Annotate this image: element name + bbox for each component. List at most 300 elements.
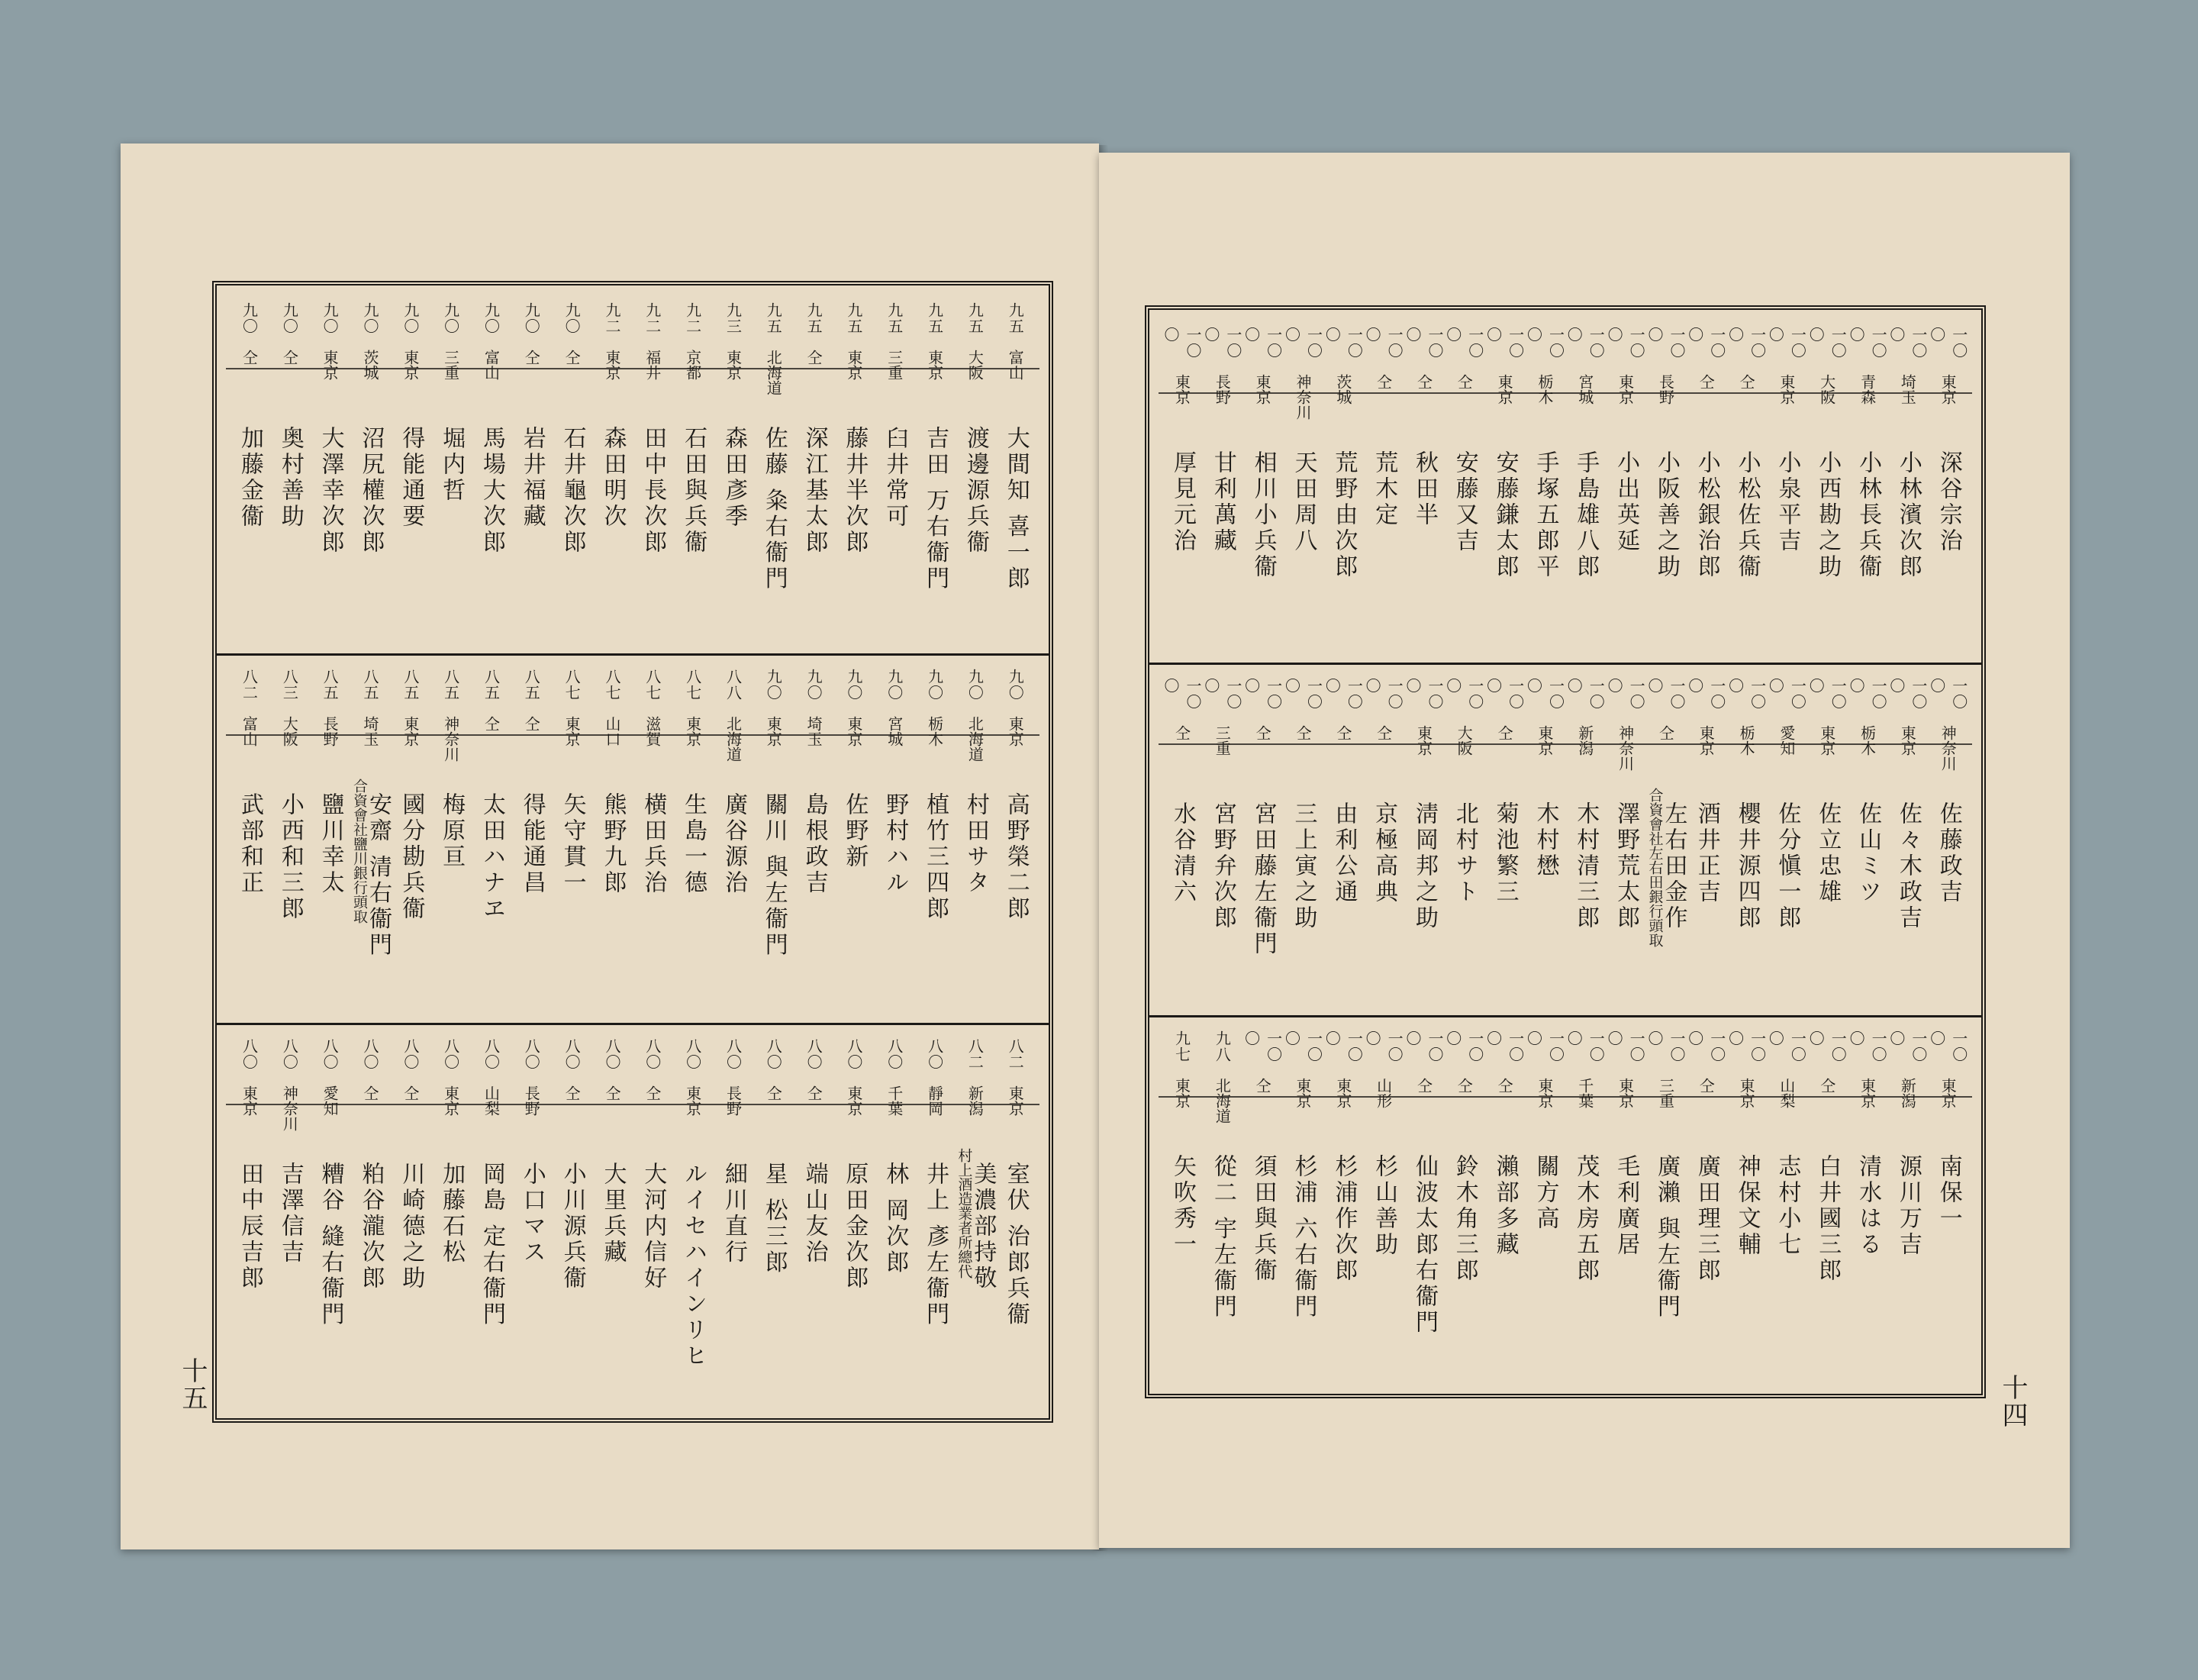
amount-label: 八〇 <box>643 1038 662 1070</box>
list-item <box>997 663 1035 1014</box>
person-name: 佐野新 <box>841 792 869 870</box>
list-item <box>1445 672 1484 1008</box>
person-name: 野村ハル <box>881 792 909 896</box>
list-item <box>1201 321 1242 656</box>
amount-label: 八七 <box>562 669 582 701</box>
prefecture-label: 北海道 <box>724 716 743 762</box>
prefecture-label: 仝 <box>522 350 541 365</box>
prefecture-label: 三重 <box>885 350 904 380</box>
prefecture-label: 福井 <box>643 350 662 380</box>
amount-label: 八〇 <box>925 1038 944 1070</box>
person-name: 甘利萬藏 <box>1209 450 1236 554</box>
person-name: 小川源兵衞 <box>559 1162 586 1291</box>
prefecture-label: 山梨 <box>482 1085 501 1116</box>
list-item <box>230 663 269 1014</box>
amount-label: 一〇〇 <box>1645 1030 1686 1062</box>
amount-label: 九〇 <box>804 669 823 701</box>
list-item <box>835 296 873 647</box>
list-item <box>1929 672 1968 1008</box>
person-name: 林 岡次郎 <box>881 1162 909 1276</box>
amount-label: 九七 <box>1172 1030 1191 1062</box>
person-name: 星 松三郎 <box>760 1162 788 1276</box>
prefecture-label: 長野 <box>522 1085 541 1116</box>
prefecture-label: 神奈川 <box>1616 725 1635 771</box>
person-name: 杉浦 六右衞門 <box>1290 1154 1317 1320</box>
prefecture-label: 埼玉 <box>1898 374 1917 405</box>
amount-label: 一〇〇 <box>1847 678 1888 710</box>
person-name: 京極高典 <box>1371 801 1398 905</box>
list-item <box>392 663 430 1014</box>
prefecture-label: 東京 <box>764 716 783 746</box>
person-name: 手塚五郎平 <box>1532 450 1559 580</box>
list-item <box>755 663 793 1014</box>
prefecture-label: 新潟 <box>1898 1078 1917 1108</box>
person-name: 清水はる <box>1855 1154 1882 1258</box>
affiliation-note: 合資會社鹽川銀行頭取 <box>350 779 368 924</box>
amount-label: 一〇〇 <box>1565 327 1606 359</box>
prefecture-label: 東京 <box>844 1085 863 1116</box>
amount-label: 一〇〇 <box>1605 1030 1646 1062</box>
list-item <box>1728 321 1766 656</box>
list-item <box>1889 321 1927 656</box>
amount-label: 一〇〇 <box>1162 327 1202 359</box>
prefecture-label: 仝 <box>280 350 299 365</box>
prefecture-label: 北海道 <box>764 350 783 395</box>
list-item <box>1808 1024 1846 1383</box>
person-name: 深江基太郎 <box>801 426 828 556</box>
list-item <box>1768 672 1806 1008</box>
list-item <box>795 663 833 1014</box>
prefecture-label: 東京 <box>844 350 863 380</box>
person-name: 小泉平吉 <box>1774 450 1801 554</box>
person-name: 小口マス <box>518 1162 546 1266</box>
amount-label: 八〇 <box>764 1038 783 1070</box>
person-name: 小西勘之助 <box>1814 450 1842 580</box>
list-item <box>633 296 672 647</box>
amount-label: 八五 <box>401 669 420 701</box>
amount-label: 一〇〇 <box>1323 678 1364 710</box>
list-item <box>674 1032 712 1406</box>
list-item <box>271 1032 309 1406</box>
list-item <box>593 1032 631 1406</box>
person-name: 武部和正 <box>237 792 263 896</box>
list-item <box>875 1032 914 1406</box>
list-item <box>916 1032 954 1406</box>
person-name: 澤野荒太郎 <box>1613 801 1640 931</box>
person-name: 佐々木政吉 <box>1894 801 1922 931</box>
amount-label: 八二 <box>965 1038 985 1070</box>
prefecture-label: 仝 <box>240 350 259 365</box>
amount-label: 一〇〇 <box>1524 678 1565 710</box>
prefecture-label: 仝 <box>1495 725 1514 740</box>
prefecture-label: 仝 <box>1656 725 1675 740</box>
prefecture-label: 東京 <box>441 1085 460 1116</box>
list-item <box>472 296 511 647</box>
amount-label: 一〇〇 <box>1323 327 1364 359</box>
person-name: ルイセハインリヒ <box>680 1162 707 1369</box>
prefecture-label: 仝 <box>1697 374 1716 389</box>
prefecture-label: 東京 <box>1939 374 1958 405</box>
list-item <box>1324 672 1362 1008</box>
person-name: 安藤鎌太郎 <box>1491 450 1519 580</box>
left-section-3 <box>226 1032 1039 1406</box>
amount-label: 一〇〇 <box>1403 678 1444 710</box>
amount-label: 九二 <box>602 302 621 334</box>
prefecture-label: 東京 <box>1333 1078 1352 1108</box>
amount-label: 八〇 <box>441 1038 460 1070</box>
amount-label: 一〇〇 <box>1201 678 1242 710</box>
amount-label: 八〇 <box>280 1038 299 1070</box>
prefecture-label: 神奈川 <box>1293 374 1312 420</box>
amount-label: 一〇〇 <box>1524 1030 1565 1062</box>
amount-label: 一〇〇 <box>1645 327 1686 359</box>
person-name: 小松佐兵衞 <box>1733 450 1761 580</box>
person-name: 奥村善助 <box>276 426 304 530</box>
amount-label: 八五 <box>441 669 460 701</box>
list-item <box>1244 1024 1282 1383</box>
prefecture-label: 茨城 <box>1333 374 1352 405</box>
prefecture-label: 山梨 <box>1777 1078 1796 1108</box>
amount-label: 八五 <box>321 669 340 701</box>
amount-label: 一〇〇 <box>1443 1030 1484 1062</box>
prefecture-label: 青森 <box>1858 374 1877 405</box>
prefecture-label: 愛知 <box>321 1085 340 1116</box>
prefecture-label: 東京 <box>1006 716 1025 746</box>
prefecture-label: 大阪 <box>1455 725 1474 756</box>
person-name: 茂木房五郎 <box>1572 1154 1600 1284</box>
person-name: 矢守貫一 <box>559 792 586 896</box>
prefecture-label: 東京 <box>401 716 420 746</box>
amount-label: 八〇 <box>401 1038 420 1070</box>
person-name: 從二 宇左衞門 <box>1209 1154 1236 1320</box>
amount-label: 一〇〇 <box>1726 678 1767 710</box>
list-item <box>1929 321 1968 656</box>
list-item <box>1687 672 1726 1008</box>
entry-columns <box>226 663 1039 1014</box>
amount-label: 一〇〇 <box>1524 327 1565 359</box>
prefecture-label: 仝 <box>602 1085 621 1101</box>
amount-label: 八五 <box>360 669 379 701</box>
list-item <box>1486 321 1524 656</box>
prefecture-label: 京都 <box>683 350 702 380</box>
amount-label: 九五 <box>965 302 985 334</box>
amount-label: 八七 <box>602 669 621 701</box>
list-item <box>513 663 551 1014</box>
prefecture-label: 茨城 <box>360 350 379 380</box>
prefecture-label: 埼玉 <box>804 716 823 746</box>
amount-label: 九〇 <box>441 302 460 334</box>
amount-label: 八〇 <box>240 1038 259 1070</box>
person-name: 杉浦作次郎 <box>1330 1154 1358 1284</box>
list-item <box>1566 672 1604 1008</box>
list-item <box>997 1032 1035 1406</box>
person-name: 森田明次 <box>599 426 627 530</box>
amount-label: 一〇〇 <box>1847 327 1888 359</box>
person-name: 吉澤信吉 <box>276 1162 304 1266</box>
prefecture-label: 山形 <box>1374 1078 1393 1108</box>
prefecture-label: 東京 <box>1616 374 1635 405</box>
prefecture-label: 富山 <box>482 350 501 380</box>
list-item <box>472 1032 511 1406</box>
list-item <box>795 296 833 647</box>
prefecture-label: 新潟 <box>965 1085 985 1116</box>
amount-label: 一〇〇 <box>1242 678 1283 710</box>
list-item <box>311 663 350 1014</box>
person-name: 加藤石松 <box>438 1162 466 1266</box>
prefecture-label: 神奈川 <box>280 1085 299 1131</box>
list-item <box>997 296 1035 647</box>
person-name: 北村サト <box>1451 801 1478 905</box>
prefecture-label: 仝 <box>1414 1078 1433 1093</box>
person-name: 美濃部持敬 <box>969 1162 997 1291</box>
amount-label: 九五 <box>925 302 944 334</box>
prefecture-label: 仝 <box>1374 374 1393 389</box>
prefecture-label: 仝 <box>482 716 501 731</box>
list-item <box>1808 672 1846 1008</box>
amount-label: 一〇〇 <box>1887 1030 1928 1062</box>
list-item <box>714 663 753 1014</box>
amount-label: 八〇 <box>522 1038 541 1070</box>
prefecture-label: 東京 <box>1535 1078 1554 1108</box>
amount-label: 一〇〇 <box>1605 678 1646 710</box>
list-item <box>1647 1024 1685 1383</box>
list-item <box>714 1032 753 1406</box>
prefecture-label: 栃木 <box>1737 725 1756 756</box>
right-page <box>1099 153 2070 1548</box>
list-item <box>714 296 753 647</box>
list-item <box>1929 1024 1968 1383</box>
prefecture-label: 仝 <box>522 716 541 731</box>
amount-label: 一〇〇 <box>1484 327 1525 359</box>
person-name: 小出英延 <box>1613 450 1640 554</box>
prefecture-label: 富山 <box>240 716 259 746</box>
list-item <box>311 296 350 647</box>
amount-label: 一〇〇 <box>1927 327 1968 359</box>
amount-label: 一〇〇 <box>1806 1030 1848 1062</box>
list-item <box>1163 672 1201 1008</box>
person-name: 厚見元治 <box>1169 450 1196 554</box>
person-name: 秋田半 <box>1410 450 1438 528</box>
list-item <box>1445 1024 1484 1383</box>
list-item <box>1768 321 1806 656</box>
prefecture-label: 神奈川 <box>441 716 460 762</box>
amount-label: 一〇〇 <box>1282 1030 1323 1062</box>
amount-label: 一〇〇 <box>1887 327 1928 359</box>
list-item <box>1244 321 1282 656</box>
prefecture-label: 東京 <box>1495 374 1514 405</box>
list-item <box>230 296 269 647</box>
person-name: 佐藤政吉 <box>1935 801 1962 905</box>
person-name: 白井國三郎 <box>1814 1154 1842 1284</box>
amount-label: 一〇〇 <box>1565 1030 1606 1062</box>
person-name: 菊池繁三 <box>1491 801 1519 905</box>
list-item <box>513 1032 551 1406</box>
list-item <box>916 296 954 647</box>
amount-label: 八二 <box>1006 1038 1025 1070</box>
prefecture-label: 三重 <box>1656 1078 1675 1108</box>
person-name: 鈴木角三郎 <box>1451 1154 1478 1284</box>
prefecture-label: 東京 <box>1006 1085 1025 1116</box>
prefecture-label: 靜岡 <box>925 1085 944 1116</box>
list-item <box>1647 321 1685 656</box>
person-name: 藤井半次郎 <box>841 426 869 556</box>
person-name: 小林濱次郎 <box>1894 450 1922 580</box>
amount-label: 八二 <box>240 669 259 701</box>
person-name: 宮田藤左衞門 <box>1249 801 1277 957</box>
amount-label: 九〇 <box>1006 669 1025 701</box>
amount-label: 九〇 <box>522 302 541 334</box>
amount-label: 一〇〇 <box>1242 327 1283 359</box>
prefecture-label: 宮城 <box>885 716 904 746</box>
person-name: 淸岡邦之助 <box>1410 801 1438 931</box>
person-name: 佐山ミツ <box>1855 801 1882 905</box>
right-page-frame <box>1145 305 1986 1398</box>
list-item <box>1204 1024 1242 1383</box>
list-item <box>432 663 470 1014</box>
section-divider <box>217 1023 1049 1025</box>
amount-label: 八〇 <box>885 1038 904 1070</box>
prefecture-label: 新潟 <box>1575 725 1594 756</box>
amount-label: 九〇 <box>885 669 904 701</box>
prefecture-label: 仝 <box>1414 374 1433 389</box>
person-name: 南保一 <box>1935 1154 1962 1232</box>
amount-label: 一〇〇 <box>1887 678 1928 710</box>
prefecture-label: 東京 <box>724 350 743 380</box>
list-item <box>674 296 712 647</box>
prefecture-label: 東京 <box>925 350 944 380</box>
page-number: 十四 <box>1997 1374 2028 1429</box>
list-item <box>472 663 511 1014</box>
prefecture-label: 東京 <box>1414 725 1433 756</box>
list-item <box>1486 672 1524 1008</box>
prefecture-label: 大阪 <box>280 716 299 746</box>
prefecture-label: 仝 <box>1455 1078 1474 1093</box>
list-item <box>513 296 551 647</box>
person-name: 熊野九郎 <box>599 792 627 896</box>
prefecture-label: 長野 <box>321 716 340 746</box>
prefecture-label: 東京 <box>1777 374 1796 405</box>
affiliation-note: 合資會社左右田銀行頭取 <box>1646 788 1664 947</box>
amount-label: 一〇〇 <box>1726 327 1767 359</box>
list-item <box>1405 1024 1443 1383</box>
person-name: 加藤金衞 <box>237 426 263 530</box>
person-name: 神保文輔 <box>1733 1154 1761 1258</box>
list-item <box>1768 1024 1806 1383</box>
section-divider <box>217 653 1049 656</box>
amount-label: 九〇 <box>764 669 783 701</box>
amount-label: 八〇 <box>724 1038 743 1070</box>
amount-label: 一〇〇 <box>1685 1030 1726 1062</box>
section-divider <box>1149 663 1981 665</box>
person-name: 源川万吉 <box>1894 1154 1922 1258</box>
list-item <box>392 1032 430 1406</box>
amount-label: 九三 <box>724 302 743 334</box>
page-number: 十五 <box>177 1357 208 1412</box>
list-item <box>1607 321 1645 656</box>
person-name: 仙波太郎右衞門 <box>1410 1154 1438 1336</box>
person-name: 臼井常可 <box>881 426 909 530</box>
amount-label: 九二 <box>643 302 662 334</box>
person-name: 志村小七 <box>1774 1154 1801 1258</box>
prefecture-label: 東京 <box>240 1085 259 1116</box>
amount-label: 一〇〇 <box>1847 1030 1888 1062</box>
amount-label: 一〇〇 <box>1565 678 1606 710</box>
prefecture-label: 仝 <box>1293 725 1312 740</box>
list-item <box>351 1032 389 1406</box>
right-section-3 <box>1159 1024 1972 1383</box>
amount-label: 八〇 <box>360 1038 379 1070</box>
amount-label: 一〇〇 <box>1685 327 1726 359</box>
list-item <box>1607 1024 1645 1383</box>
person-name: 關方高 <box>1532 1154 1559 1232</box>
person-name: 大間知 喜一郎 <box>1002 426 1030 592</box>
amount-label: 一〇〇 <box>1363 327 1404 359</box>
person-name: 三上寅之助 <box>1290 801 1317 931</box>
person-name: 瀨部多藏 <box>1491 1154 1519 1258</box>
person-name: 宮野弁次郎 <box>1209 801 1236 931</box>
amount-label: 九〇 <box>240 302 259 334</box>
prefecture-label: 東京 <box>1253 374 1272 405</box>
list-item <box>1889 672 1927 1008</box>
amount-label: 一〇〇 <box>1403 327 1444 359</box>
prefecture-label: 仝 <box>1817 1078 1836 1093</box>
list-item <box>956 1032 997 1406</box>
list-item <box>755 1032 793 1406</box>
amount-label: 一〇〇 <box>1766 678 1807 710</box>
list-item <box>835 663 873 1014</box>
list-item <box>1647 672 1685 1008</box>
list-item <box>432 296 470 647</box>
person-name: 矢吹秀一 <box>1169 1154 1196 1258</box>
prefecture-label: 仝 <box>643 1085 662 1101</box>
person-name: 得能通要 <box>398 426 425 530</box>
person-name: 水谷清六 <box>1169 801 1196 905</box>
prefecture-label: 愛知 <box>1777 725 1796 756</box>
list-item <box>755 296 793 647</box>
person-name: 沼尻權次郎 <box>357 426 385 556</box>
person-name: 杉山善助 <box>1371 1154 1398 1258</box>
prefecture-label: 東京 <box>1535 725 1554 756</box>
amount-label: 一〇〇 <box>1766 327 1807 359</box>
prefecture-label: 仝 <box>1737 374 1756 389</box>
list-item <box>1687 1024 1726 1383</box>
prefecture-label: 東京 <box>321 350 340 380</box>
prefecture-label: 東京 <box>602 350 621 380</box>
person-name: 粕谷瀧次郎 <box>357 1162 385 1291</box>
list-item <box>1848 672 1887 1008</box>
person-name: 高野榮二郎 <box>1002 792 1030 922</box>
list-item <box>1284 672 1322 1008</box>
person-name: 酒井正吉 <box>1693 801 1720 905</box>
list-item <box>633 1032 672 1406</box>
person-name: 毛利廣居 <box>1613 1154 1640 1258</box>
prefecture-label: 神奈川 <box>1939 725 1958 771</box>
list-item <box>1566 321 1604 656</box>
prefecture-label: 三重 <box>1213 725 1232 756</box>
amount-label: 八〇 <box>683 1038 702 1070</box>
list-item <box>1848 321 1887 656</box>
amount-label: 八三 <box>280 669 299 701</box>
person-name: 佐分愼一郎 <box>1774 801 1801 931</box>
prefecture-label: 仝 <box>1495 1078 1514 1093</box>
entry-columns <box>226 296 1039 647</box>
list-item <box>1324 1024 1362 1383</box>
amount-label: 八八 <box>724 669 743 701</box>
prefecture-label: 山口 <box>602 716 621 746</box>
person-name: 村田サタ <box>962 792 989 896</box>
prefecture-label: 東京 <box>1697 725 1716 756</box>
person-name: 田中長次郎 <box>640 426 667 556</box>
